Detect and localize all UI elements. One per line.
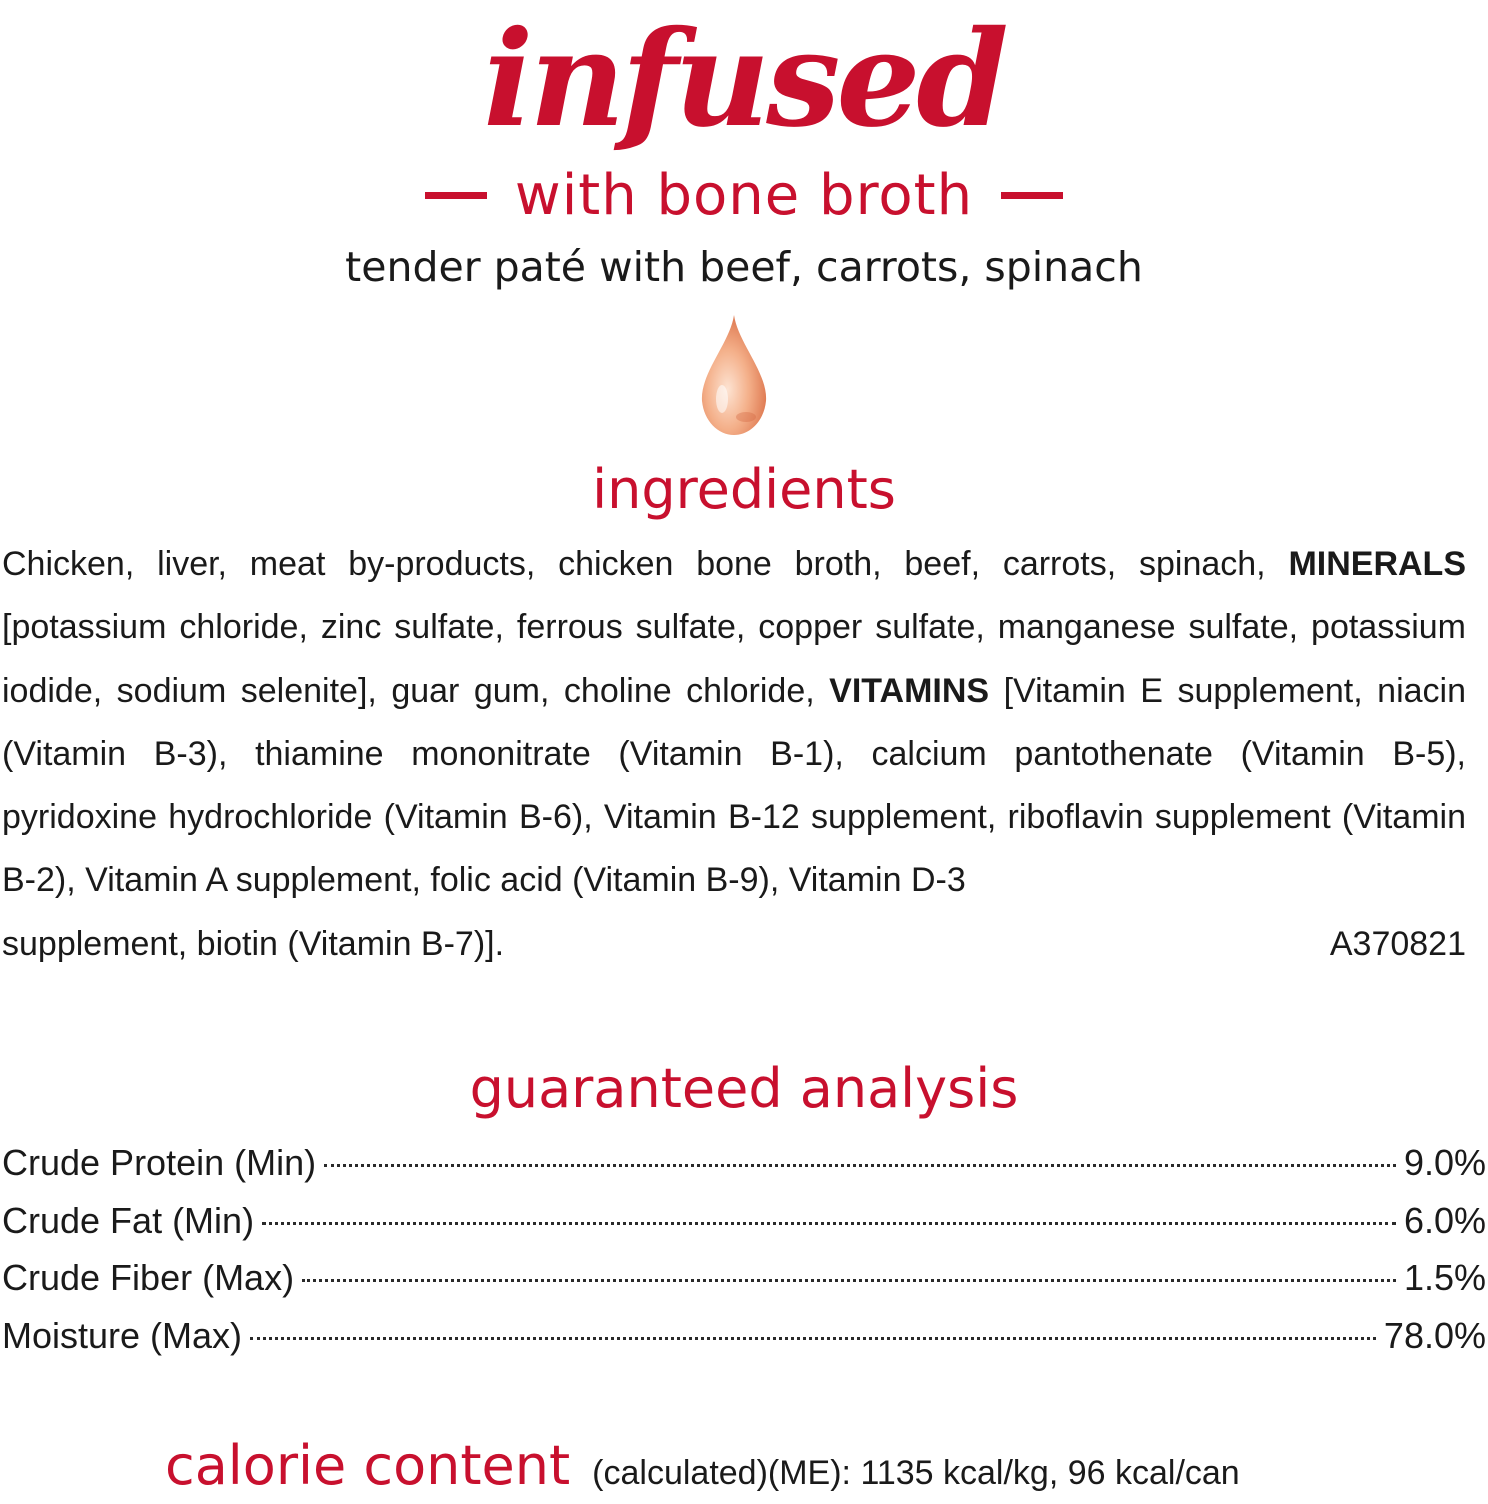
minerals-label: MINERALS <box>1288 545 1466 583</box>
vitamins-label: VITAMINS <box>829 671 990 710</box>
analysis-value: 1.5% <box>1403 1257 1486 1298</box>
ingredients-part-3: [Vitamin E supplement, niacin (Vitamin B-3), thiamine mononitrate (Vitamin B-1), calcium pantothenate (Vitamin B-5), pyridoxine hydrochloride (Vitamin B-6), Vitamin B-12 supplement, riboflavin supplement (Vitamin B-2), Vitamin A supplement, folic acid (Vitamin B-9), Vitamin D-3 <box>2 671 1466 900</box>
analysis-row-protein <box>2 1134 1486 1192</box>
analysis-label: Crude Protein (Min) <box>2 1142 317 1183</box>
dotted-leader <box>250 1336 1376 1340</box>
analysis-value: 9.0% <box>1403 1142 1486 1183</box>
analysis-row-fiber <box>2 1249 1486 1307</box>
analysis-row-fat <box>2 1192 1486 1250</box>
product-code: A370821 <box>1329 925 1466 963</box>
ingredients-final-text: supplement, biotin (Vitamin B-7)]. <box>2 925 505 963</box>
ingredients-part-1: Chicken, liver, meat by-products, chicken bone broth, beef, carrots, spinach, <box>2 545 1289 583</box>
calorie-content-row <box>165 1434 1240 1504</box>
ingredients-list <box>2 533 1466 913</box>
ingredients-part-2: [potassium chloride, zinc sulfate, ferrous sulfate, copper sulfate, manganese sulfate, potassium iodide, sodium selenite], guar gum, choline chloride, <box>2 608 1466 710</box>
ingredients-last-line <box>2 913 1466 976</box>
analysis-value: 78.0% <box>1383 1314 1486 1356</box>
broth-drop-icon <box>698 313 770 437</box>
dotted-leader <box>324 1163 1396 1167</box>
dotted-leader <box>262 1221 1396 1225</box>
analysis-table <box>2 1134 1486 1364</box>
analysis-row-moisture <box>2 1307 1486 1365</box>
subtitle: with bone broth <box>514 162 974 228</box>
brand-title: infused <box>483 2 1005 157</box>
analysis-value: 6.0% <box>1403 1199 1486 1241</box>
analysis-label: Crude Fat (Min) <box>2 1199 255 1241</box>
analysis-label: Moisture (Max) <box>2 1314 243 1356</box>
subtitle-row <box>0 160 1488 230</box>
left-dash <box>425 192 487 199</box>
calorie-heading: calorie content <box>165 1434 571 1497</box>
product-tagline: tender paté with beef, carrots, spinach <box>345 243 1143 291</box>
analysis-heading: guaranteed analysis <box>469 1057 1019 1120</box>
analysis-label: Crude Fiber (Max) <box>2 1257 295 1298</box>
calorie-value: (calculated)(ME): 1135 kcal/kg, 96 kcal/can <box>592 1454 1240 1492</box>
ingredients-heading: ingredients <box>592 458 896 521</box>
right-dash <box>1001 192 1063 199</box>
dotted-leader <box>302 1278 1396 1282</box>
